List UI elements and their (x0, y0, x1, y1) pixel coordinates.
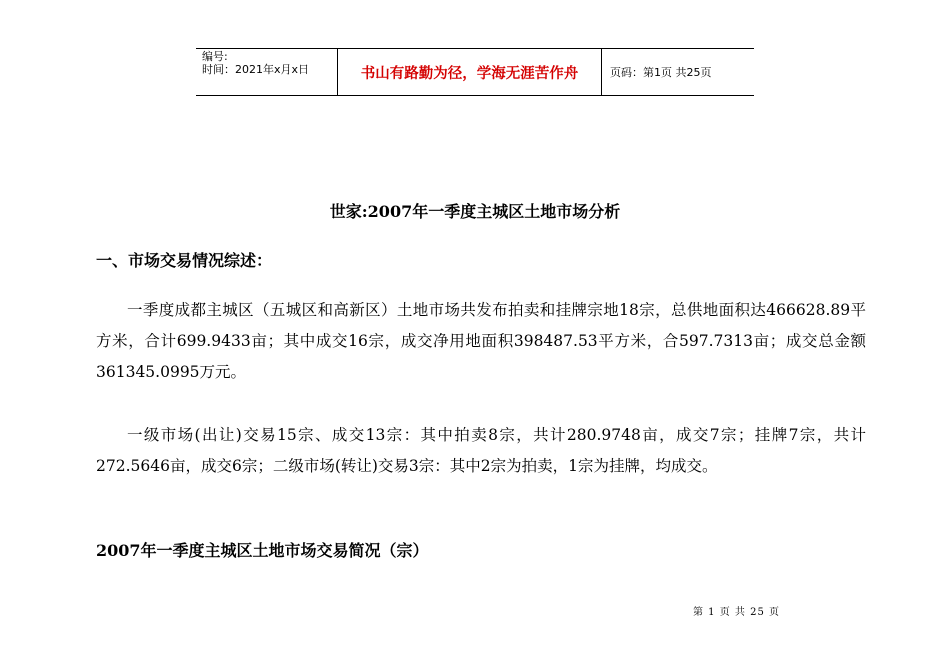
header-page-info: 页码：第1页 共25页 (610, 66, 712, 79)
table-caption: 2007年一季度主城区土地市场交易简况（宗） (96, 541, 429, 560)
header-meta-cell (196, 49, 338, 95)
paragraph-market-breakdown: 一级市场(出让)交易15宗、成交13宗：其中拍卖8宗，共计280.9748亩，成交7宗；挂牌7宗，共计272.5646亩，成交6宗；二级市场(转让)交易3宗：其中2宗为拍卖，1宗为挂牌，均成交。 (96, 426, 866, 475)
document-number-label: 编号: (202, 50, 228, 63)
paragraph-market-summary: 一季度成都主城区（五城区和高新区）土地市场共发布拍卖和挂牌宗地18宗，总供地面积达466628.89平方米，合计699.9433亩；其中成交16宗，成交净用地面积398487.53平方米，合597.7313亩；成交总金额361345.0995万元。 (96, 301, 866, 381)
page-footer: 第 1 页 共 25 页 (693, 607, 780, 618)
page-header (196, 48, 754, 96)
document-time-label: 时间：2021年x月x日 (202, 63, 310, 76)
header-motto: 书山有路勤为径，学海无涯苦作舟 (338, 49, 602, 95)
document-title: 世家:2007年一季度主城区土地市场分析 (329, 202, 621, 221)
section-heading: 一、市场交易情况综述： (96, 251, 273, 270)
